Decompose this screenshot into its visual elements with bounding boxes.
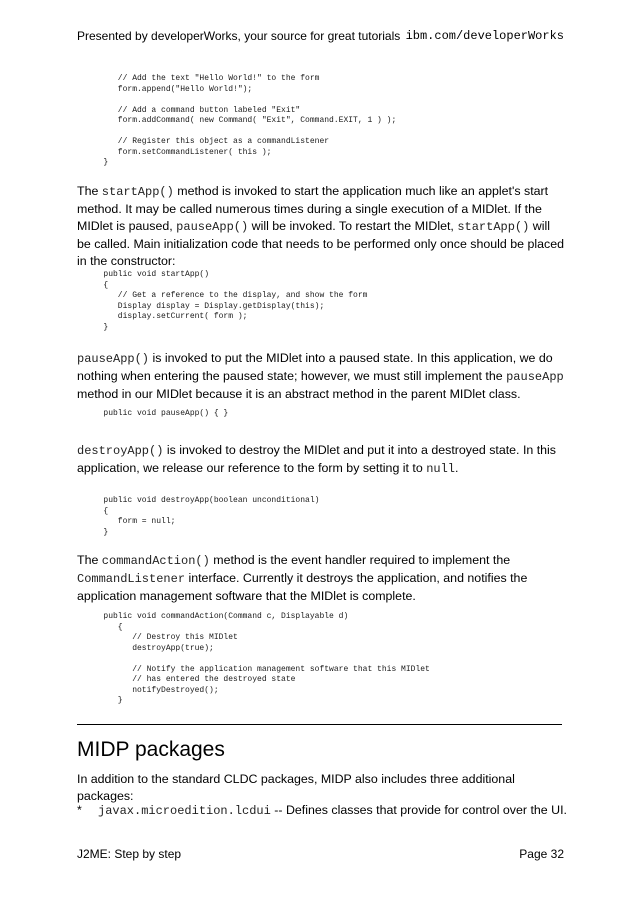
paragraph-pauseapp: [77, 350, 567, 403]
paragraph-commandaction: [77, 552, 567, 605]
inline-code: startApp(): [101, 185, 174, 199]
inline-code: null: [426, 462, 456, 476]
paragraph-destroyapp: [77, 442, 567, 478]
text: method is the event handler required to implement the: [209, 553, 511, 567]
footer-left: J2ME: Step by step: [77, 847, 182, 861]
inline-code: commandAction(): [101, 554, 210, 568]
text: -- Defines classes that provide for control over the UI.: [270, 803, 567, 817]
inline-code: startApp(): [457, 220, 530, 234]
bullet-item: [98, 803, 567, 818]
inline-code: javax.microedition.lcdui: [98, 804, 271, 818]
text: The: [77, 553, 102, 567]
text: will be called. Main initialization code that needs to be performed only once should be placed in the constructor:: [77, 219, 564, 268]
inline-code: pauseApp: [506, 370, 564, 384]
inline-code: pauseApp(): [77, 352, 150, 366]
inline-code: CommandListener: [77, 572, 186, 586]
bullet-marker: *: [77, 803, 82, 817]
code-block-startapp: public void startApp() { // Get a reference to the display, and show the form Display display = Display.getDisplay(this); display.setCurrent( form ); }: [103, 270, 368, 332]
code-block-destroyapp: public void destroyApp(boolean unconditional) { form = null; }: [103, 496, 320, 537]
text: The: [77, 184, 102, 198]
paragraph-startapp: [77, 183, 567, 270]
section-divider: [77, 724, 562, 725]
code-block-form-setup: // Add the text "Hello World!" to the form form.append("Hello World!"); // Add a command button labeled "Exit" form.addCommand( new Command( "Exit", Command.EXIT, 1 ) ); // Register this object as a commandListener form.setCommandListener( this ); }: [103, 74, 397, 167]
header-right: ibm.com/developerWorks: [405, 29, 564, 43]
code-block-pauseapp: public void pauseApp() { }: [89, 409, 229, 418]
inline-code: pauseApp(): [176, 220, 249, 234]
text: is invoked to destroy the MIDlet and put it into a destroyed state. In this application, we release our reference to the form by setting it to: [77, 443, 557, 475]
code-block-commandaction: public void commandAction(Command c, Displayable d) { // Destroy this MIDlet destroyApp(true); // Notify the application management software that this MIDlet // has entered the destroyed state notifyDestroyed(); }: [103, 612, 430, 705]
section-intro: In addition to the standard CLDC packages, MIDP also includes three additional packages:: [77, 772, 515, 803]
text: method is invoked to start the application much like an applet's start method. It may be called numerous times during a single execution of a MIDlet. If the MIDlet is paused,: [77, 184, 549, 233]
header-left: Presented by developerWorks, your source for great tutorials: [77, 29, 401, 43]
inline-code: destroyApp(): [77, 444, 164, 458]
text: .: [455, 461, 459, 475]
page-number: Page 32: [519, 847, 564, 861]
section-heading: MIDP packages: [77, 738, 225, 761]
text: is invoked to put the MIDlet into a paused state. In this application, we do nothing when entering the paused state; however, we must still implement the: [77, 351, 553, 383]
text: interface. Currently it destroys the application, and notifies the application management software that the MIDlet is complete.: [77, 571, 528, 603]
text: method in our MIDlet because it is an abstract method in the parent MIDlet class.: [77, 387, 521, 401]
text: will be invoked. To restart the MIDlet,: [248, 219, 458, 233]
